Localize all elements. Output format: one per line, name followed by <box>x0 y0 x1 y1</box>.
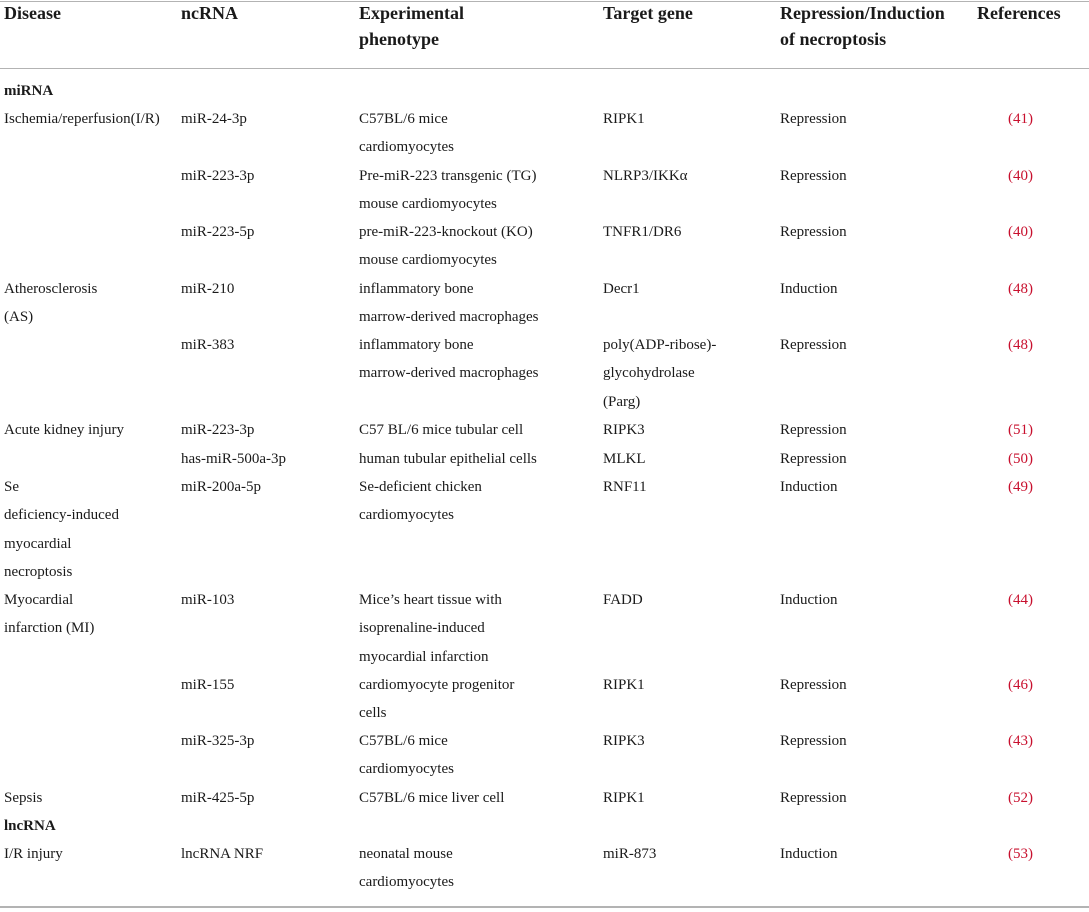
reference-link[interactable]: (49) <box>1008 479 1033 495</box>
cell-disease: I/R injury <box>4 846 63 862</box>
cell-phenotype: C57BL/6 mice liver cell <box>359 790 505 806</box>
reference-link[interactable]: (46) <box>1008 677 1033 693</box>
reference-link[interactable]: (48) <box>1008 337 1033 353</box>
header-references: References <box>977 3 1061 23</box>
cell-phenotype: inflammatory bone marrow-derived macrophages <box>359 337 539 382</box>
cell-ncrna: miR-210 <box>181 281 235 297</box>
cell-phenotype: cardiomyocyte progenitor cells <box>359 677 515 722</box>
cell-effect: Repression <box>780 790 847 806</box>
section-label-lncrna: lncRNA <box>4 818 56 834</box>
cell-target: MLKL <box>603 451 646 467</box>
cell-ncrna: miR-223-3p <box>181 422 255 438</box>
cell-ncrna: miR-24-3p <box>181 111 247 127</box>
cell-ncrna: miR-325-3p <box>181 733 255 749</box>
reference-link[interactable]: (40) <box>1008 224 1033 240</box>
cell-effect: Repression <box>780 733 847 749</box>
cell-ncrna: has-miR-500a-3p <box>181 451 286 467</box>
cell-effect: Repression <box>780 224 847 240</box>
reference-link[interactable]: (50) <box>1008 451 1033 467</box>
header-ncrna: ncRNA <box>181 3 238 23</box>
cell-target: RIPK1 <box>603 111 645 127</box>
cell-phenotype: pre-miR-223-knockout (KO) mouse cardiomyocytes <box>359 224 533 269</box>
cell-phenotype: Pre-miR-223 transgenic (TG) mouse cardiomyocytes <box>359 168 537 213</box>
cell-target: FADD <box>603 592 643 608</box>
cell-effect: Induction <box>780 846 838 862</box>
cell-phenotype: human tubular epithelial cells <box>359 451 537 467</box>
reference-link[interactable]: (53) <box>1008 846 1033 862</box>
reference-link[interactable]: (51) <box>1008 422 1033 438</box>
cell-effect: Repression <box>780 337 847 353</box>
cell-ncrna: miR-223-5p <box>181 224 255 240</box>
cell-phenotype: C57BL/6 mice cardiomyocytes <box>359 733 454 778</box>
cell-effect: Repression <box>780 168 847 184</box>
cell-ncrna: lncRNA NRF <box>181 846 264 862</box>
cell-disease: Ischemia/reperfusion(I/R) <box>4 111 160 127</box>
cell-ncrna: miR-200a-5p <box>181 479 261 495</box>
cell-disease: Myocardial infarction (MI) <box>4 592 95 637</box>
reference-link[interactable]: (40) <box>1008 168 1033 184</box>
cell-effect: Induction <box>780 281 838 297</box>
cell-target: RIPK1 <box>603 677 645 693</box>
cell-target: NLRP3/IKKα <box>603 168 688 184</box>
cell-effect: Repression <box>780 422 847 438</box>
cell-ncrna: miR-155 <box>181 677 235 693</box>
cell-effect: Induction <box>780 592 838 608</box>
cell-phenotype: Mice’s heart tissue with isoprenaline-induced myocardial infarction <box>359 592 502 665</box>
section-label-mirna: miRNA <box>4 83 54 99</box>
cell-ncrna: miR-223-3p <box>181 168 255 184</box>
cell-ncrna: miR-103 <box>181 592 235 608</box>
cell-phenotype: neonatal mouse cardiomyocytes <box>359 846 454 891</box>
cell-target: TNFR1/DR6 <box>603 224 682 240</box>
header-phenotype: Experimental phenotype <box>359 3 464 49</box>
cell-target: miR-873 <box>603 846 657 862</box>
cell-ncrna: miR-425-5p <box>181 790 255 806</box>
reference-link[interactable]: (44) <box>1008 592 1033 608</box>
cell-effect: Repression <box>780 111 847 127</box>
cell-target: RIPK3 <box>603 422 645 438</box>
cell-effect: Induction <box>780 479 838 495</box>
cell-phenotype: C57BL/6 mice cardiomyocytes <box>359 111 454 156</box>
reference-link[interactable]: (52) <box>1008 790 1033 806</box>
cell-ncrna: miR-383 <box>181 337 235 353</box>
reference-link[interactable]: (43) <box>1008 733 1033 749</box>
cell-effect: Repression <box>780 677 847 693</box>
header-effect: Repression/Induction of necroptosis <box>780 3 945 49</box>
cell-target: poly(ADP-ribose)- glycohydrolase (Parg) <box>603 337 717 410</box>
cell-target: RNF11 <box>603 479 647 495</box>
cell-effect: Repression <box>780 451 847 467</box>
cell-disease: Acute kidney injury <box>4 422 124 438</box>
reference-link[interactable]: (48) <box>1008 281 1033 297</box>
cell-phenotype: Se-deficient chicken cardiomyocytes <box>359 479 482 524</box>
cell-target: RIPK1 <box>603 790 645 806</box>
cell-phenotype: C57 BL/6 mice tubular cell <box>359 422 524 438</box>
cell-disease: Se deficiency-induced myocardial necroptosis <box>4 479 119 580</box>
cell-disease: Sepsis <box>4 790 43 806</box>
header-disease: Disease <box>4 3 61 23</box>
cell-disease: Atherosclerosis (AS) <box>4 281 98 326</box>
bottom-rule <box>0 906 1089 908</box>
cell-target: RIPK3 <box>603 733 645 749</box>
reference-link[interactable]: (41) <box>1008 111 1033 127</box>
header-rule <box>0 68 1089 69</box>
header-target-gene: Target gene <box>603 3 693 23</box>
cell-phenotype: inflammatory bone marrow-derived macrophages <box>359 281 539 326</box>
cell-target: Decr1 <box>603 281 640 297</box>
